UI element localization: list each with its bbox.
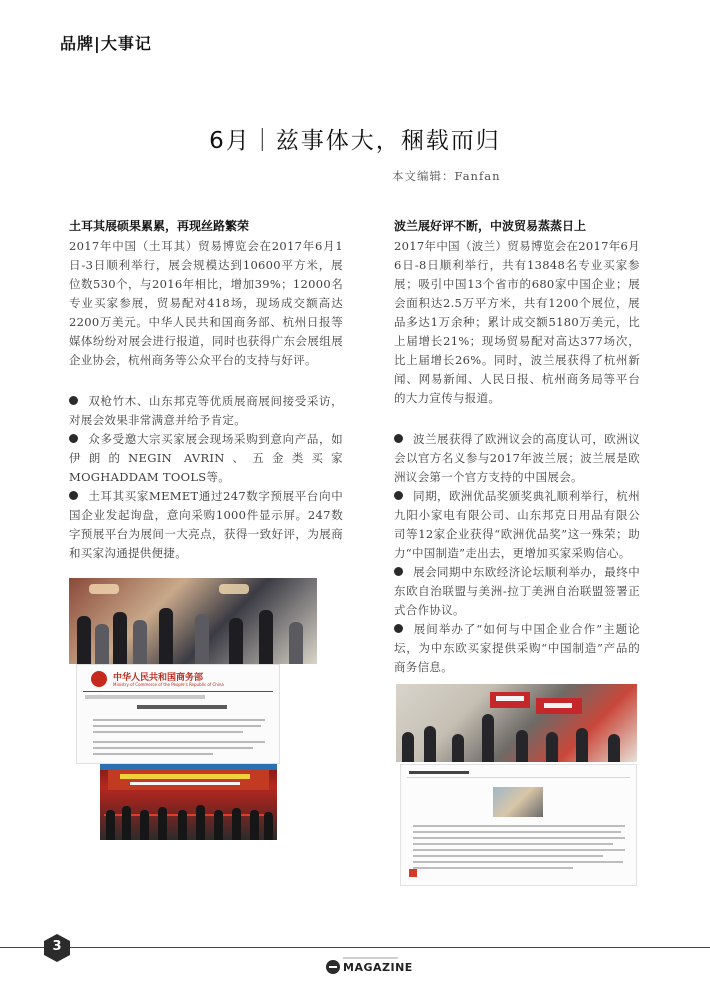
person-figure — [122, 806, 131, 840]
text-line — [413, 861, 623, 863]
person-figure — [113, 612, 127, 664]
person-figure — [232, 808, 241, 840]
person-figure — [95, 624, 109, 664]
list-item: 同期，欧洲优品奖颁奖典礼顺利举行，杭州九阳小家电有限公司、山东邦克日用品有限公司等12家企业获得“欧洲优品奖”这一殊荣；助力“中国制造”走出去，更增加买家采购信心。 — [394, 489, 640, 560]
doc-title-bar — [137, 705, 227, 709]
text-line — [413, 837, 625, 839]
text-line — [413, 831, 621, 833]
text-line — [413, 825, 625, 827]
doc-title-bar — [409, 771, 469, 774]
section-tag: 品牌|大事记 — [60, 34, 152, 53]
poland-fair-photo — [396, 684, 637, 762]
bullet-icon — [69, 396, 78, 405]
list-item: 双枪竹木、山东邦克等优质展商展间接受采访，对展会效果非常满意并给予肯定。 — [69, 394, 343, 427]
person-figure — [576, 728, 588, 762]
stage-banner — [108, 770, 269, 790]
turkey-fair-interview-photo — [69, 578, 317, 664]
person-figure — [229, 618, 243, 664]
person-figure — [178, 810, 187, 840]
header-rule — [83, 691, 273, 692]
person-figure — [289, 622, 303, 664]
person-figure — [516, 730, 528, 762]
person-figure — [159, 608, 173, 664]
bullet-icon — [69, 491, 78, 500]
person-figure — [424, 726, 436, 762]
ceiling-light — [219, 584, 249, 594]
banner-title-bar — [120, 774, 250, 779]
person-figure — [264, 812, 273, 840]
bullet-icon — [394, 567, 403, 576]
left-paragraph: 2017年中国（土耳其）贸易博览会在2017年6月1日-3日顺利举行，展会规模达到10600平方米，展位数530个，与2016年相比，增加39%；12000名专业买家参展，贸易配对418场，现场成交额高达2200万美元。中华人民共和国商务部、杭州日报等媒体纷纷对展会进行报道，同时也获得广东会展组展企业协会，杭州商务等公众平台的支持与好评。 — [69, 239, 343, 367]
text-line — [93, 753, 213, 755]
list-item: 众多受邀大宗买家展会现场采购到意向产品，如伊朗的NEGIN AVRIN、五金类买家MOGHADDAM TOOLS等。 — [69, 432, 343, 484]
banner-subtitle-bar — [130, 782, 240, 785]
person-figure — [250, 810, 259, 840]
globe-icon — [326, 960, 340, 974]
ministry-name-en: Ministry of Commerce of the People's Republic of China — [113, 682, 224, 687]
editor-credit: 本文编辑：Fanfan — [392, 169, 501, 183]
right-paragraph: 2017年中国（波兰）贸易博览会在2017年6月6日-8日顺利举行，共有13848名专业买家参展；吸引中国13个省市的680家中国企业；展会面积达2.5万平方米，共有1200个展位，展品多达1万余种；累计成交额5180万美元，比上届增长21%；现场贸易配对高达377场次，比上届增长26%。同时，波兰展获得了杭州新闻、网易新闻、人民日报、杭州商务局等平台的大力宣传与报道。 — [394, 239, 640, 405]
person-figure — [259, 610, 273, 664]
ministry-name: 中华人民共和国商务部 — [113, 673, 204, 683]
article-photo — [493, 787, 543, 817]
list-item: 土耳其买家MEMET通过247数字预展平台向中国企业发起询盘，意向采购1000件显示屏。247数字预展平台为展间一大亮点，获得一致好评，为展商和买家沟通提供便捷。 — [69, 489, 343, 560]
person-figure — [214, 810, 223, 840]
text-line — [413, 843, 613, 845]
sign-text-bar — [496, 696, 524, 701]
left-column — [69, 217, 343, 563]
left-heading: 土耳其展硕果累累，再现丝路繁荣 — [69, 219, 250, 233]
news-webpage-screenshot — [400, 764, 637, 886]
person-figure — [546, 732, 558, 762]
footer-rule — [0, 947, 710, 948]
person-figure — [482, 714, 494, 762]
list-item: 展间举办了“如何与中国企业合作”主题论坛，为中东欧买家提供采购“中国制造”产品的商务信息。 — [394, 622, 640, 674]
bullet-icon — [69, 434, 78, 443]
person-figure — [133, 620, 147, 664]
page-title: 6月｜兹事体大，稛载而归 — [209, 128, 501, 154]
person-figure — [195, 614, 209, 664]
person-figure — [196, 805, 205, 840]
bullet-icon — [394, 491, 403, 500]
list-item: 波兰展获得了欧洲议会的高度认可，欧洲议会以官方名义参与2017年波兰展；波兰展是欧洲议会第一个官方支持的中国展会。 — [394, 432, 640, 484]
text-line — [93, 719, 265, 721]
ceiling-light — [89, 584, 119, 594]
ribbon-cutting-photo — [100, 764, 277, 840]
right-heading: 波兰展好评不断，中波贸易蒸蒸日上 — [394, 219, 587, 233]
person-figure — [140, 810, 149, 840]
person-figure — [158, 807, 167, 840]
magazine-logo: MAGAZINE — [343, 961, 413, 974]
person-figure — [452, 734, 464, 762]
person-figure — [608, 734, 620, 762]
page-number: 3 — [52, 939, 62, 954]
list-item: 展会同期中东欧经济论坛顺利举办，最终中东欧自治联盟与美洲-拉丁美洲自治联盟签署正式合作协议。 — [394, 565, 640, 617]
right-column — [394, 217, 640, 677]
text-line — [413, 849, 625, 851]
header-rule — [407, 777, 630, 778]
left-bullets — [69, 392, 343, 563]
bullet-icon — [394, 624, 403, 633]
share-icon — [409, 869, 417, 877]
breadcrumb — [85, 695, 205, 699]
masthead-tagline-bar — [343, 957, 398, 959]
text-line — [93, 725, 261, 727]
right-bullets — [394, 430, 640, 677]
national-emblem-icon — [91, 671, 107, 687]
person-figure — [402, 732, 414, 762]
bullet-icon — [394, 434, 403, 443]
person-figure — [77, 616, 91, 664]
ministry-webpage-screenshot — [76, 664, 280, 764]
text-line — [413, 867, 573, 869]
text-line — [93, 747, 253, 749]
text-line — [93, 741, 265, 743]
text-line — [93, 731, 243, 733]
sign-text-bar — [544, 703, 572, 708]
person-figure — [106, 810, 115, 840]
text-line — [413, 855, 603, 857]
